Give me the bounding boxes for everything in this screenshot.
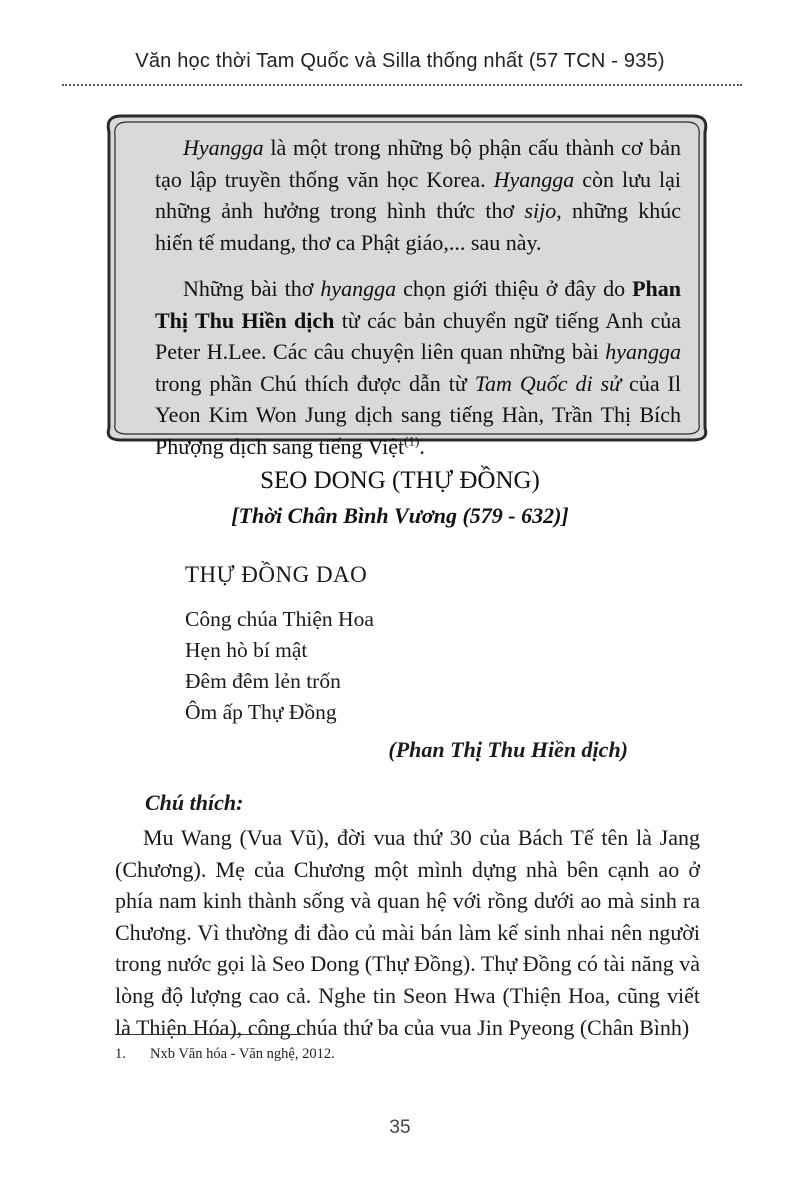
running-header: Văn học thời Tam Quốc và Silla thống nhất (57 TCN - 935) (135, 50, 665, 72)
header-divider (62, 84, 742, 86)
intro-text (155, 132, 681, 462)
poem-line: Đêm đêm lẻn trốn (185, 669, 341, 693)
poem-title: THỰ ĐỒNG DAO (185, 562, 368, 587)
section-title: SEO DONG (THỰ ĐỒNG) (260, 467, 540, 494)
footnote-text: Nxb Văn hóa - Văn nghệ, 2012. (150, 1046, 335, 1062)
notes-paragraph: Mu Wang (Vua Vũ), đời vua thứ 30 của Bách Tế tên là Jang (Chương). Mẹ của Chương một mình dựng nhà bên cạnh ao ở phía nam kinh thành sống và quan hệ với rồng dưới ao mà sinh ra Chương. Vì thường đi đào củ mài bán làm kế sinh nhai nên người trong nước gọi là Seo Dong (Thự Đồng). Thự Đồng có tài năng và lòng độ lượng cao cả. Nghe tin Seon Hwa (Thiện Hoa, cũng viết là Thiện Hóa), công chúa thứ ba của vua Jin Pyeong (Chân Bình) (115, 825, 700, 1040)
intro-paragraph-2: Những bài thơ hyangga chọn giới thiệu ở đây do Phan Thị Thu Hiền dịch từ các bản chuyển ngữ tiếng Anh của Peter H.Lee. Các câu chuyện liên quan những bài hyangga trong phần Chú thích được dẫn từ Tam Quốc di sử của Il Yeon Kim Won Jung dịch sang tiếng Hàn, Trần Thị Bích Phượng dịch sang tiếng Việt$^{(1)}$. (155, 276, 682, 459)
poem-line: Công chúa Thiện Hoa (185, 607, 374, 631)
poem-body (185, 604, 374, 728)
footnote-number: 1. (115, 1046, 126, 1062)
poem-line: Hẹn hò bí mật (185, 638, 308, 662)
footnote (115, 1046, 335, 1063)
page-number: 35 (389, 1117, 411, 1138)
notes-heading: Chú thích: (145, 790, 244, 815)
poem-line: Ôm ấp Thự Đồng (185, 700, 337, 724)
intro-box (105, 112, 709, 459)
section-subtitle: [Thời Chân Bình Vương (579 - 632)] (231, 503, 569, 528)
footnote-ref: (1) (404, 433, 420, 449)
intro-paragraph-1: Hyangga là một trong những bộ phận cấu thành cơ bản tạo lập truyền thống văn học Korea. Hyangga còn lưu lại những ảnh hưởng trong hình thức thơ sijo, những khúc hiến tế mudang, thơ ca Phật giáo,... sau này. (155, 135, 681, 255)
footnote-divider (115, 1034, 305, 1035)
notes-body (115, 822, 700, 1043)
translator-credit: (Phan Thị Thu Hiền dịch) (388, 737, 628, 762)
